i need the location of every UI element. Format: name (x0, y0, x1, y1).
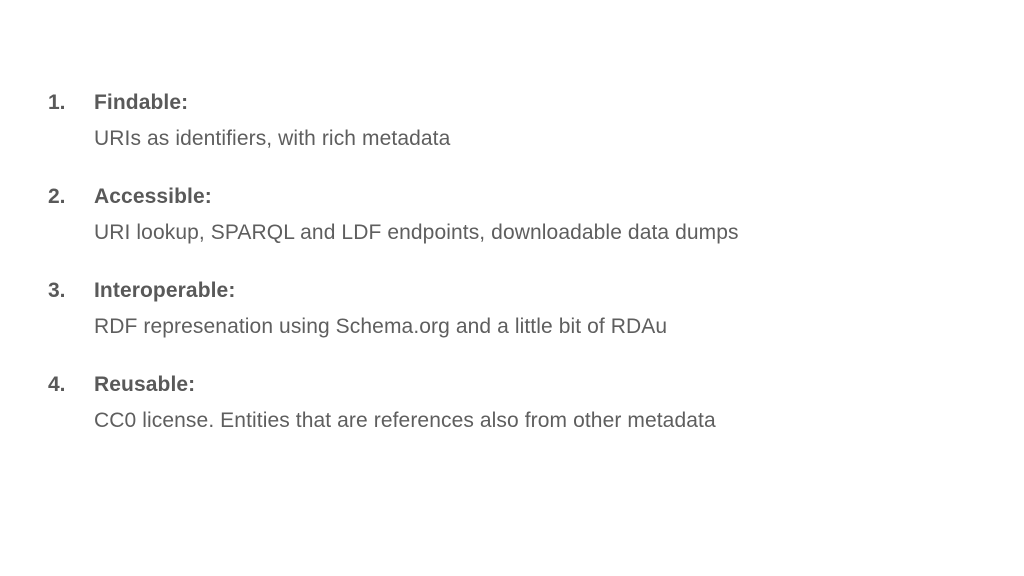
list-item-detail: URIs as identifiers, with rich metadata (94, 127, 451, 151)
list-item-marker: 2. (48, 184, 66, 208)
list-item-detail: RDF represenation using Schema.org and a little bit of RDAu (94, 315, 668, 339)
list-item-heading: Findable: (94, 91, 189, 114)
fair-principles-list (48, 88, 928, 437)
list-item (48, 276, 928, 343)
list-item-heading: Reusable: (94, 372, 196, 396)
list-item-body (94, 88, 928, 155)
list-item-body (94, 370, 928, 437)
list-item (48, 182, 928, 249)
list-item-body (94, 182, 928, 249)
list-item-marker: 4. (48, 372, 66, 396)
list-item-detail: URI lookup, SPARQL and LDF endpoints, downloadable data dumps (94, 221, 739, 245)
list-item-heading: Accessible: (94, 184, 212, 208)
list-item-heading: Interoperable: (94, 278, 236, 302)
list-item (48, 370, 928, 437)
list-item-marker: 3. (48, 278, 66, 302)
list-item (48, 88, 928, 155)
list-item-marker: 1. (48, 91, 66, 114)
list-item-detail: CC0 license. Entities that are references also from other metadata (94, 409, 716, 433)
list-item-body (94, 276, 928, 343)
